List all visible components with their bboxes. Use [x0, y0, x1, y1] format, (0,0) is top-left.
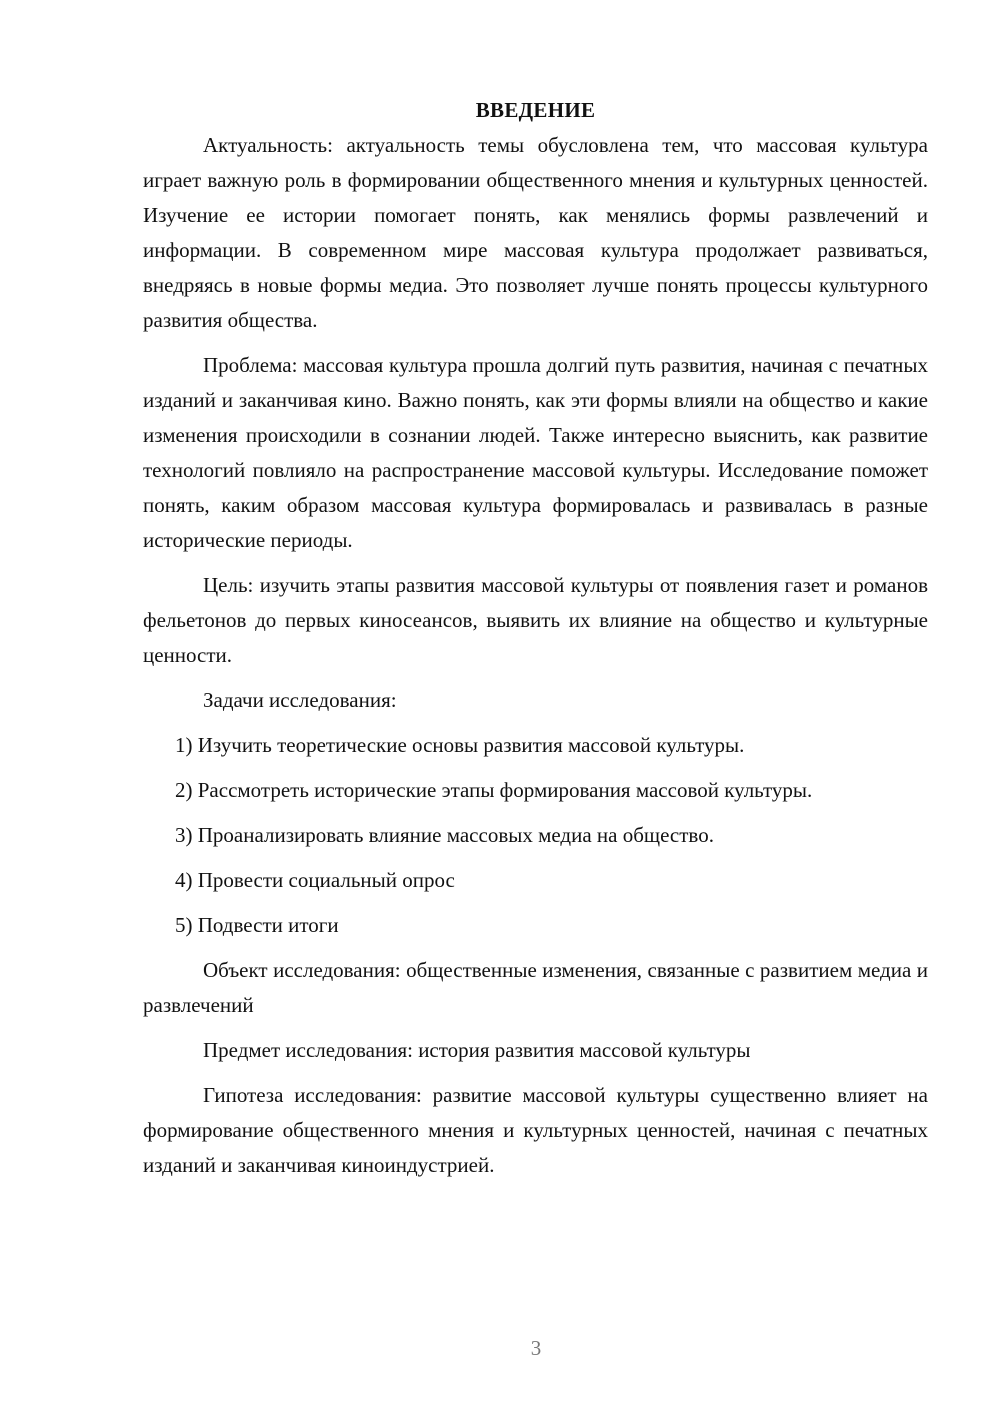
- tasks-title: Задачи исследования:: [203, 688, 397, 712]
- task-item: 3) Проанализировать влияние массовых медиа на общество.: [175, 823, 714, 847]
- task-item: 5) Подвести итоги: [175, 913, 339, 937]
- paragraph-relevance: Актуальность: актуальность темы обусловлена тем, что массовая культура играет важную роль в формировании общественного мнения и культурных ценностей. Изучение ее истории помогает понять, как менялись формы развлечений и информации. В современном мире массовая культура продолжает развиваться, внедряясь в новые формы медиа. Это позволяет лучше понять процессы культурного развития общества.: [143, 133, 928, 332]
- paragraph-subject: Предмет исследования: история развития массовой культуры: [203, 1038, 751, 1062]
- paragraph-goal: Цель: изучить этапы развития массовой культуры от появления газет и романов фельетонов до первых киносеансов, выявить их влияние на общество и культурные ценности.: [143, 573, 928, 667]
- paragraph-hypothesis: Гипотеза исследования: развитие массовой культуры существенно влияет на формирование общественного мнения и культурных ценностей, начиная с печатных изданий и заканчивая киноиндустрией.: [143, 1083, 928, 1177]
- task-item: 4) Провести социальный опрос: [175, 868, 455, 892]
- paragraph-object: Объект исследования: общественные изменения, связанные с развитием медиа и развлечений: [143, 958, 928, 1017]
- task-item: 1) Изучить теоретические основы развития массовой культуры.: [175, 733, 745, 757]
- page-content: [143, 93, 928, 1193]
- page-number: 3: [530, 1336, 542, 1360]
- section-heading: ВВЕДЕНИЕ: [475, 98, 596, 122]
- paragraph-problem: Проблема: массовая культура прошла долгий путь развития, начиная с печатных изданий и заканчивая кино. Важно понять, как эти формы влияли на общество и какие изменения происходили в сознании людей. Также интересно выяснить, как развитие технологий повлияло на распространение массовой культуры. Исследование поможет понять, каким образом массовая культура формировалась и развивалась в разные исторические периоды.: [143, 353, 928, 552]
- task-item: 2) Рассмотреть исторические этапы формирования массовой культуры.: [175, 778, 813, 802]
